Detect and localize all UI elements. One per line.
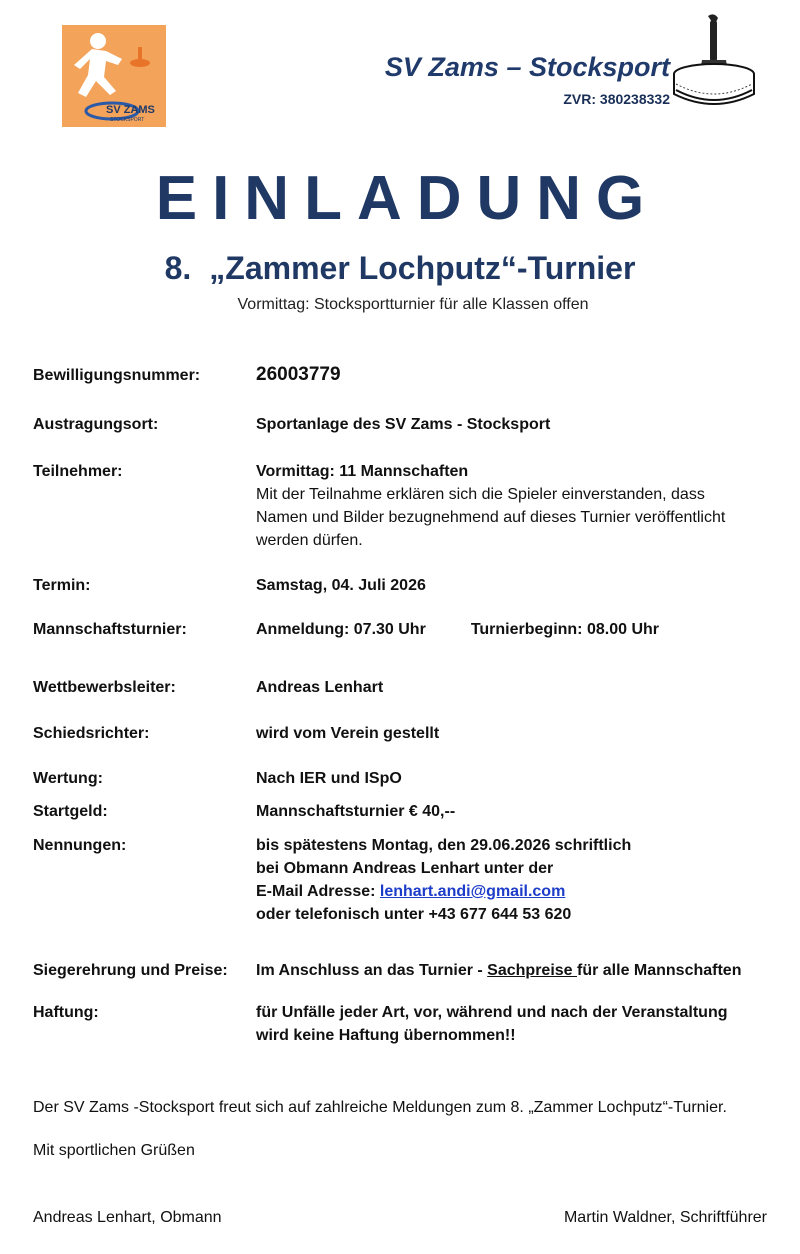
label-teilnehmer: Teilnehmer: [33,463,123,480]
eisstock-icon [670,12,770,117]
event-title [0,250,800,287]
closing-text: Der SV Zams -Stocksport freut sich auf zahlreiche Meldungen zum 8. „Zammer Lochputz“-Turnier. [33,1099,727,1116]
value-ort: Sportanlage des SV Zams - Stocksport [256,416,551,433]
label-wertung: Wertung: [33,770,103,787]
page-title: EINLADUNG [155,164,660,233]
club-logo [62,25,166,127]
value-wertung: Nach IER und ISpO [256,770,402,787]
siegerehrung-suffix: für alle Mannschaften [577,962,742,979]
value-nennungen-contact: bei Obmann Andreas Lenhart unter der [256,860,554,877]
zvr-number: ZVR: 380238332 [563,91,670,107]
value-startgeld: Mannschaftsturnier € 40,-- [256,803,456,820]
greeting-text: Mit sportlichen Grüßen [33,1142,195,1159]
label-siegerehrung: Siegerehrung und Preise: [33,962,228,979]
label-mannschaftsturnier: Mannschaftsturnier: [33,621,187,638]
email-prefix: E-Mail Adresse: [256,883,380,900]
email-link[interactable]: lenhart.andi@gmail.com [379,883,566,900]
label-haftung: Haftung: [33,1004,99,1021]
value-haftung-2: wird keine Haftung übernommen!! [256,1027,516,1044]
siegerehrung-sachpreise: Sachpreise [487,962,577,979]
signature-obmann: Andreas Lenhart, Obmann [33,1209,222,1226]
logo-subtext: STOCKSPORT [110,117,145,123]
value-leiter: Andreas Lenhart [256,679,384,696]
event-name: „Zammer Lochputz“-Turnier [209,250,636,286]
signature-schriftfuehrer: Martin Waldner, Schriftführer [563,1209,767,1226]
value-termin: Samstag, 04. Juli 2026 [256,577,426,594]
label-ort: Austragungsort: [33,416,159,433]
value-teilnehmer-count: Vormittag: 11 Mannschaften [256,463,469,480]
event-number: 8. [164,250,192,286]
label-leiter: Wettbewerbsleiter: [33,679,176,696]
club-name: SV Zams – Stocksport [384,52,670,82]
logo-text: SV ZAMS [106,104,155,116]
label-termin: Termin: [33,577,91,594]
event-tagline: Vormittag: Stocksportturnier für alle Klassen offen [237,296,589,313]
value-haftung-1: für Unfälle jeder Art, vor, während und nach der Veranstaltung [256,1004,728,1021]
label-startgeld: Startgeld: [33,803,108,820]
value-schiedsrichter: wird vom Verein gestellt [256,725,440,742]
label-bewilligung: Bewilligungsnummer: [33,367,201,384]
value-nennungen-deadline: bis spätestens Montag, den 29.06.2026 schriftlich [256,837,632,854]
label-nennungen: Nennungen: [33,837,127,854]
value-bewilligung: 26003779 [256,364,341,385]
value-teilnehmer-note-2: Namen und Bilder bezugnehmend auf dieses Turnier veröffentlicht [256,509,726,526]
value-anmeldung: Anmeldung: 07.30 Uhr [256,621,426,638]
value-teilnehmer-note-1: Mit der Teilnahme erklären sich die Spieler einverstanden, dass [256,486,705,503]
siegerehrung-prefix: Im Anschluss an das Turnier - [256,962,488,979]
label-schiedsrichter: Schiedsrichter: [33,725,150,742]
value-nennungen-phone: oder telefonisch unter +43 677 644 53 620 [256,906,572,923]
value-teilnehmer-note-3: werden dürfen. [256,532,363,549]
value-turnierbeginn: Turnierbeginn: 08.00 Uhr [470,621,659,638]
